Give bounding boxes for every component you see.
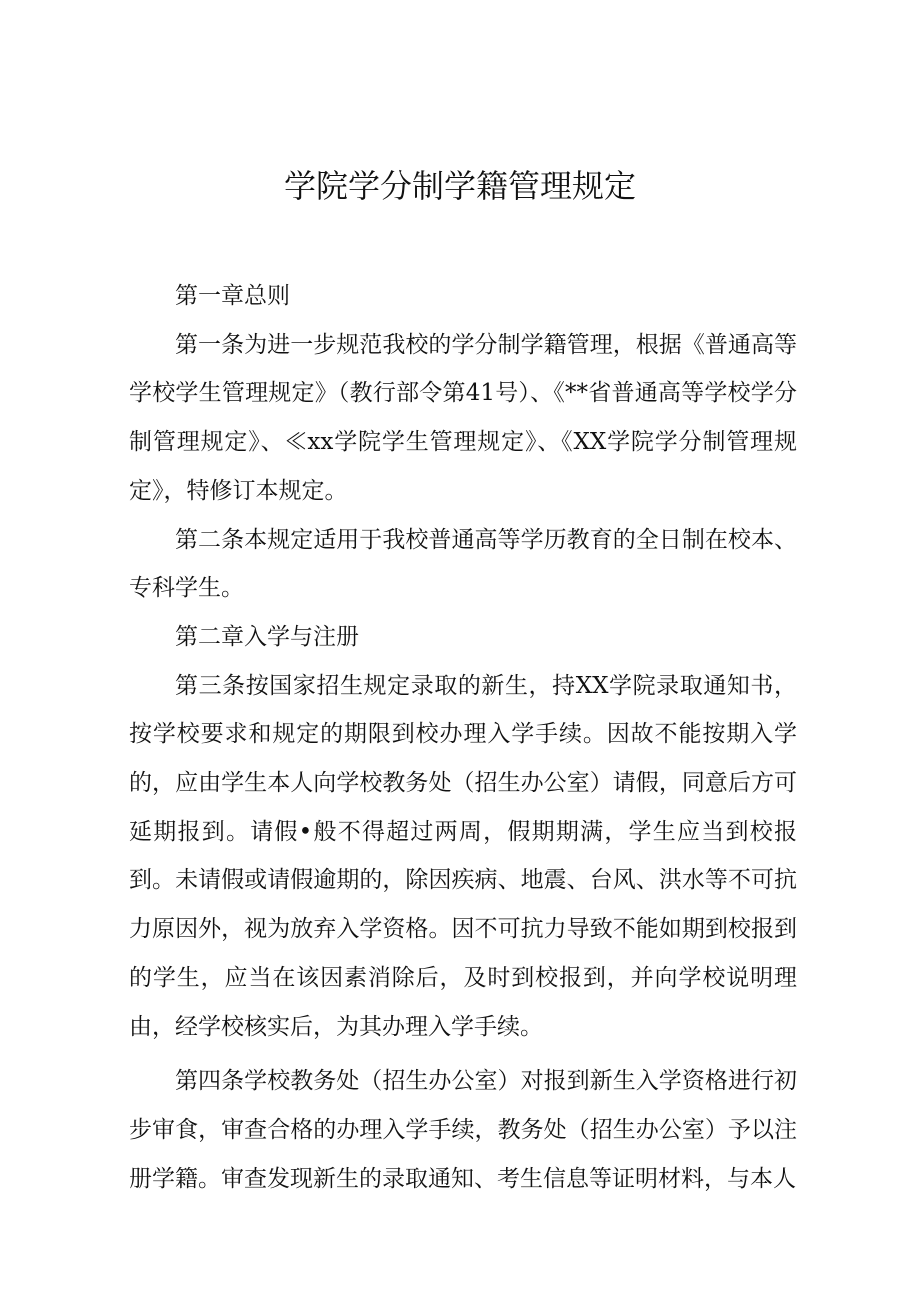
article-2: 第二条本规定适用于我校普通高等学历教育的全日制在校本、专科学生。 [129,526,797,602]
article-1: 第一条为进一步规范我校的学分制学籍管理，根据《普通高等学校学生管理规定》（教行部令第41号）、《**省普通高等学校学分制管理规定》、≪xx学院学生管理规定》、《XX学院学分制管理规定》，特修订本规定。 [129,331,797,504]
document-body [129,272,797,1203]
article-3: 第三条按国家招生规定录取的新生，持XX学院录取通知书，按学校要求和规定的期限到校办理入学手续。因故不能按期入学的，应由学生本人向学校教务处（招生办公室）请假，同意后方可延期报到。请假•般不得超过两周，假期期满，学生应当到校报到。未请假或请假逾期的，除因疾病、地震、台风、洪水等不可抗力原因外，视为放弃入学资格。因不可抗力导致不能如期到校报到的学生，应当在该因素消除后，及时到校报到，并向学校说明理由，经学校核实后，为其办理入学手续。 [129,672,797,1040]
chapter-heading-1: 第一章总则 [175,283,290,309]
article-4: 第四条学校教务处（招生办公室）对报到新生入学资格进行初步审食，审查合格的办理入学手续，教务处（招生办公室）予以注册学籍。审查发现新生的录取通知、考生信息等证明材料，与本人 [129,1068,797,1192]
chapter-heading-2: 第二章入学与注册 [175,623,359,650]
document-title: 学院学分制学籍管理规定 [283,167,636,205]
